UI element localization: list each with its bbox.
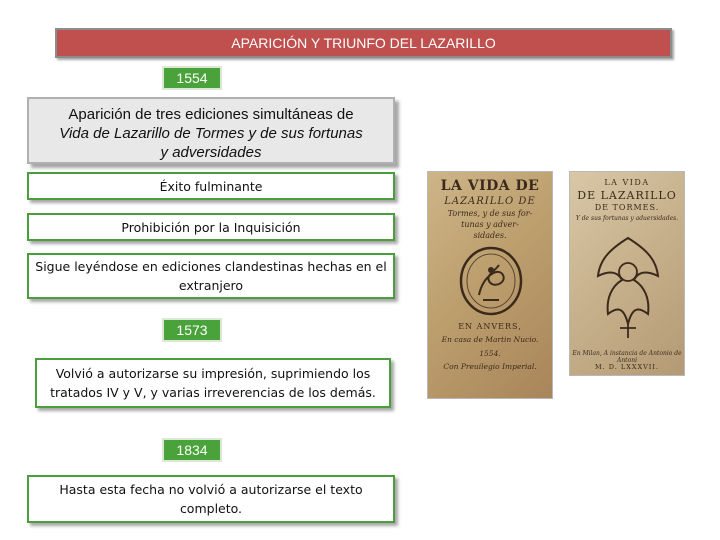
book1-line4: tunas y adver- — [461, 220, 519, 229]
book1-line3: Tormes, y de sus for- — [447, 209, 533, 218]
book-cover-anvers-image — [427, 171, 553, 399]
year-badge-1554: 1554 — [162, 66, 222, 90]
book2-line4: Y de sus fortunas y aduersidades. — [575, 215, 679, 222]
book1-line5: sidades. — [473, 231, 507, 240]
year-badge-1573: 1573 — [162, 318, 222, 342]
box-prohibicion: Prohibición por la Inquisición — [27, 213, 395, 241]
book1-place: EN ANVERS, — [458, 322, 522, 331]
page-title: APARICIÓN Y TRIUNFO DEL LAZARILLO — [55, 28, 672, 58]
book2-imprint: En Milan, A instancia de Antonio de Antoni — [572, 350, 682, 364]
book2-line3: DE TORMES. — [594, 203, 660, 212]
book2-year: M. D. LXXXVII. — [595, 363, 659, 371]
book1-printer: En casa de Martin Nucio. — [441, 335, 539, 344]
book-cover-milan-image — [569, 171, 685, 376]
book1-title: LA VIDA DE — [440, 178, 540, 194]
lead-box-ediciones — [27, 97, 395, 164]
book1-line2: LAZARILLO DE — [444, 196, 536, 207]
book2-line2: DE LAZARILLO — [577, 189, 677, 202]
book1-year: 1554. — [479, 349, 501, 358]
box-clandestinas: Sigue leyéndose en ediciones clandestinas hechas en el extranjero — [27, 253, 395, 299]
box-hasta: Hasta esta fecha no volvió a autorizarse el texto completo. — [27, 475, 395, 523]
printer-emblem-icon — [453, 245, 529, 317]
book1-privilege: Con Preuilegio Imperial. — [443, 362, 537, 371]
book2-line1: LA VIDA — [604, 178, 650, 187]
lead-line-2: Vida de Lazarillo de Tormes y de sus fortunas — [59, 125, 363, 142]
year-badge-1834: 1834 — [162, 438, 222, 462]
eagle-crest-icon — [592, 228, 664, 344]
lead-line-1: Aparición de tres ediciones simultáneas de — [68, 106, 354, 123]
box-autorizo: Volvió a autorizarse su impresión, suprimiendo los tratados IV y V, y varias irreverencias de los demás. — [35, 358, 391, 408]
box-exito: Éxito fulminante — [27, 172, 395, 200]
lead-line-3: y adversidades — [160, 144, 262, 161]
